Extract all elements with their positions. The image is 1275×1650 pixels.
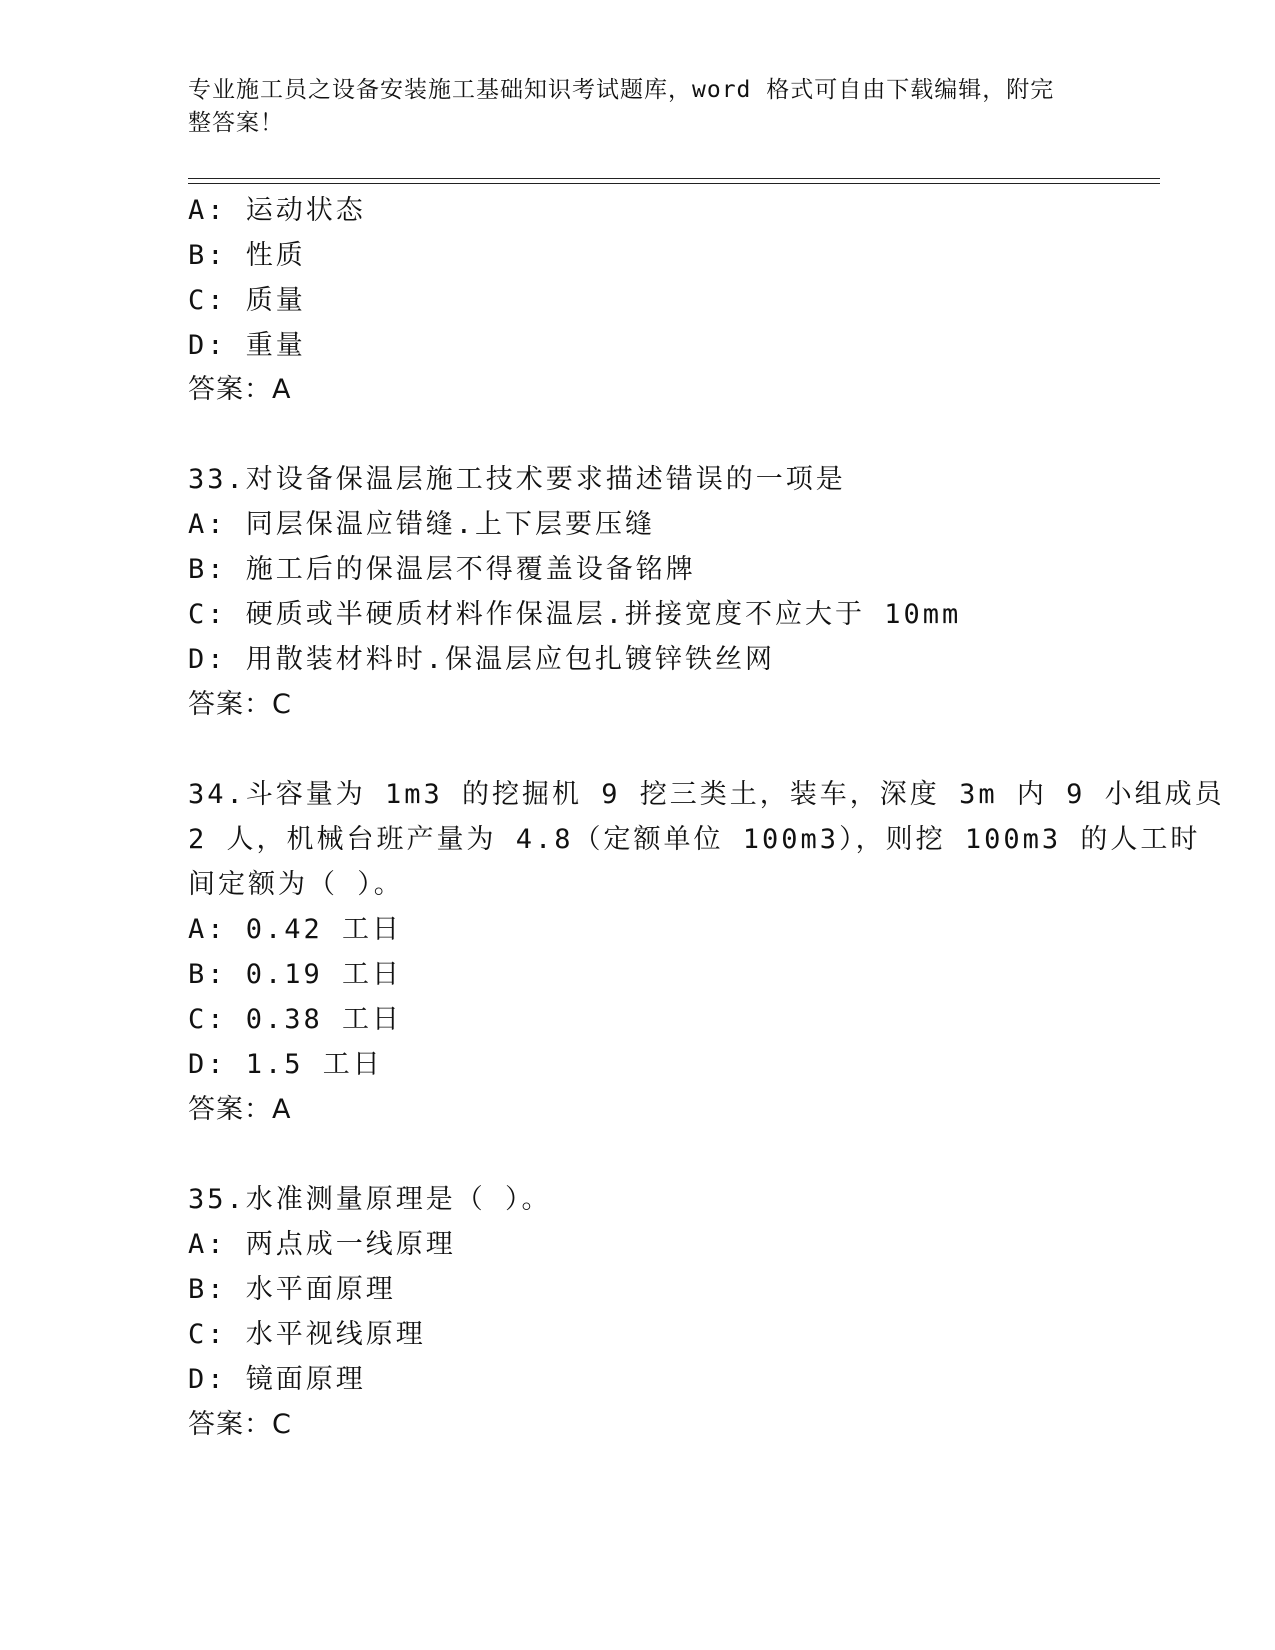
q34-question-line-2: 2 人，机械台班产量为 4.8（定额单位 100m3），则挖 100m3 的人工时 — [188, 824, 1201, 855]
q35-option-d: D: 镜面原理 — [188, 1364, 366, 1395]
header-divider — [188, 178, 1160, 179]
q32-option-d: D: 重量 — [188, 330, 306, 361]
q33-option-a: A: 同层保温应错缝.上下层要压缝 — [188, 509, 656, 540]
q34-question-line-3: 间定额为（ ）。 — [188, 869, 404, 900]
q33-option-d: D: 用散装材料时.保温层应包扎镀锌铁丝网 — [188, 644, 776, 675]
q34-question-line-1: 34.斗容量为 1m3 的挖掘机 9 挖三类土，装车，深度 3m 内 9 小组成员 — [188, 779, 1225, 810]
q34-option-c: C: 0.38 工日 — [188, 1004, 403, 1035]
q34-option-d: D: 1.5 工日 — [188, 1049, 383, 1080]
header-divider-second — [188, 183, 1160, 184]
q33-question: 33.对设备保温层施工技术要求描述错误的一项是 — [188, 464, 846, 495]
q33-option-c: C: 硬质或半硬质材料作保温层.拼接宽度不应大于 10mm — [188, 599, 962, 630]
q34-option-b: B: 0.19 工日 — [188, 959, 403, 990]
q34-answer: 答案：A — [188, 1094, 292, 1125]
q35-option-b: B: 水平面原理 — [188, 1274, 396, 1305]
q35-option-c: C: 水平视线原理 — [188, 1319, 426, 1350]
q32-option-b: B: 性质 — [188, 240, 306, 271]
q32-option-a: A: 运动状态 — [188, 195, 366, 226]
q35-question: 35.水准测量原理是（ ）。 — [188, 1184, 552, 1215]
q32-answer: 答案：A — [188, 374, 292, 405]
q32-option-c: C: 质量 — [188, 285, 306, 316]
document-header: 专业施工员之设备安装施工基础知识考试题库，word 格式可自由下载编辑，附完整答案！ — [188, 77, 1055, 136]
q33-option-b: B: 施工后的保温层不得覆盖设备铭牌 — [188, 554, 696, 585]
q35-option-a: A: 两点成一线原理 — [188, 1229, 456, 1260]
q35-answer: 答案：C — [188, 1409, 292, 1440]
q34-option-a: A: 0.42 工日 — [188, 914, 403, 945]
q33-answer: 答案：C — [188, 689, 292, 720]
